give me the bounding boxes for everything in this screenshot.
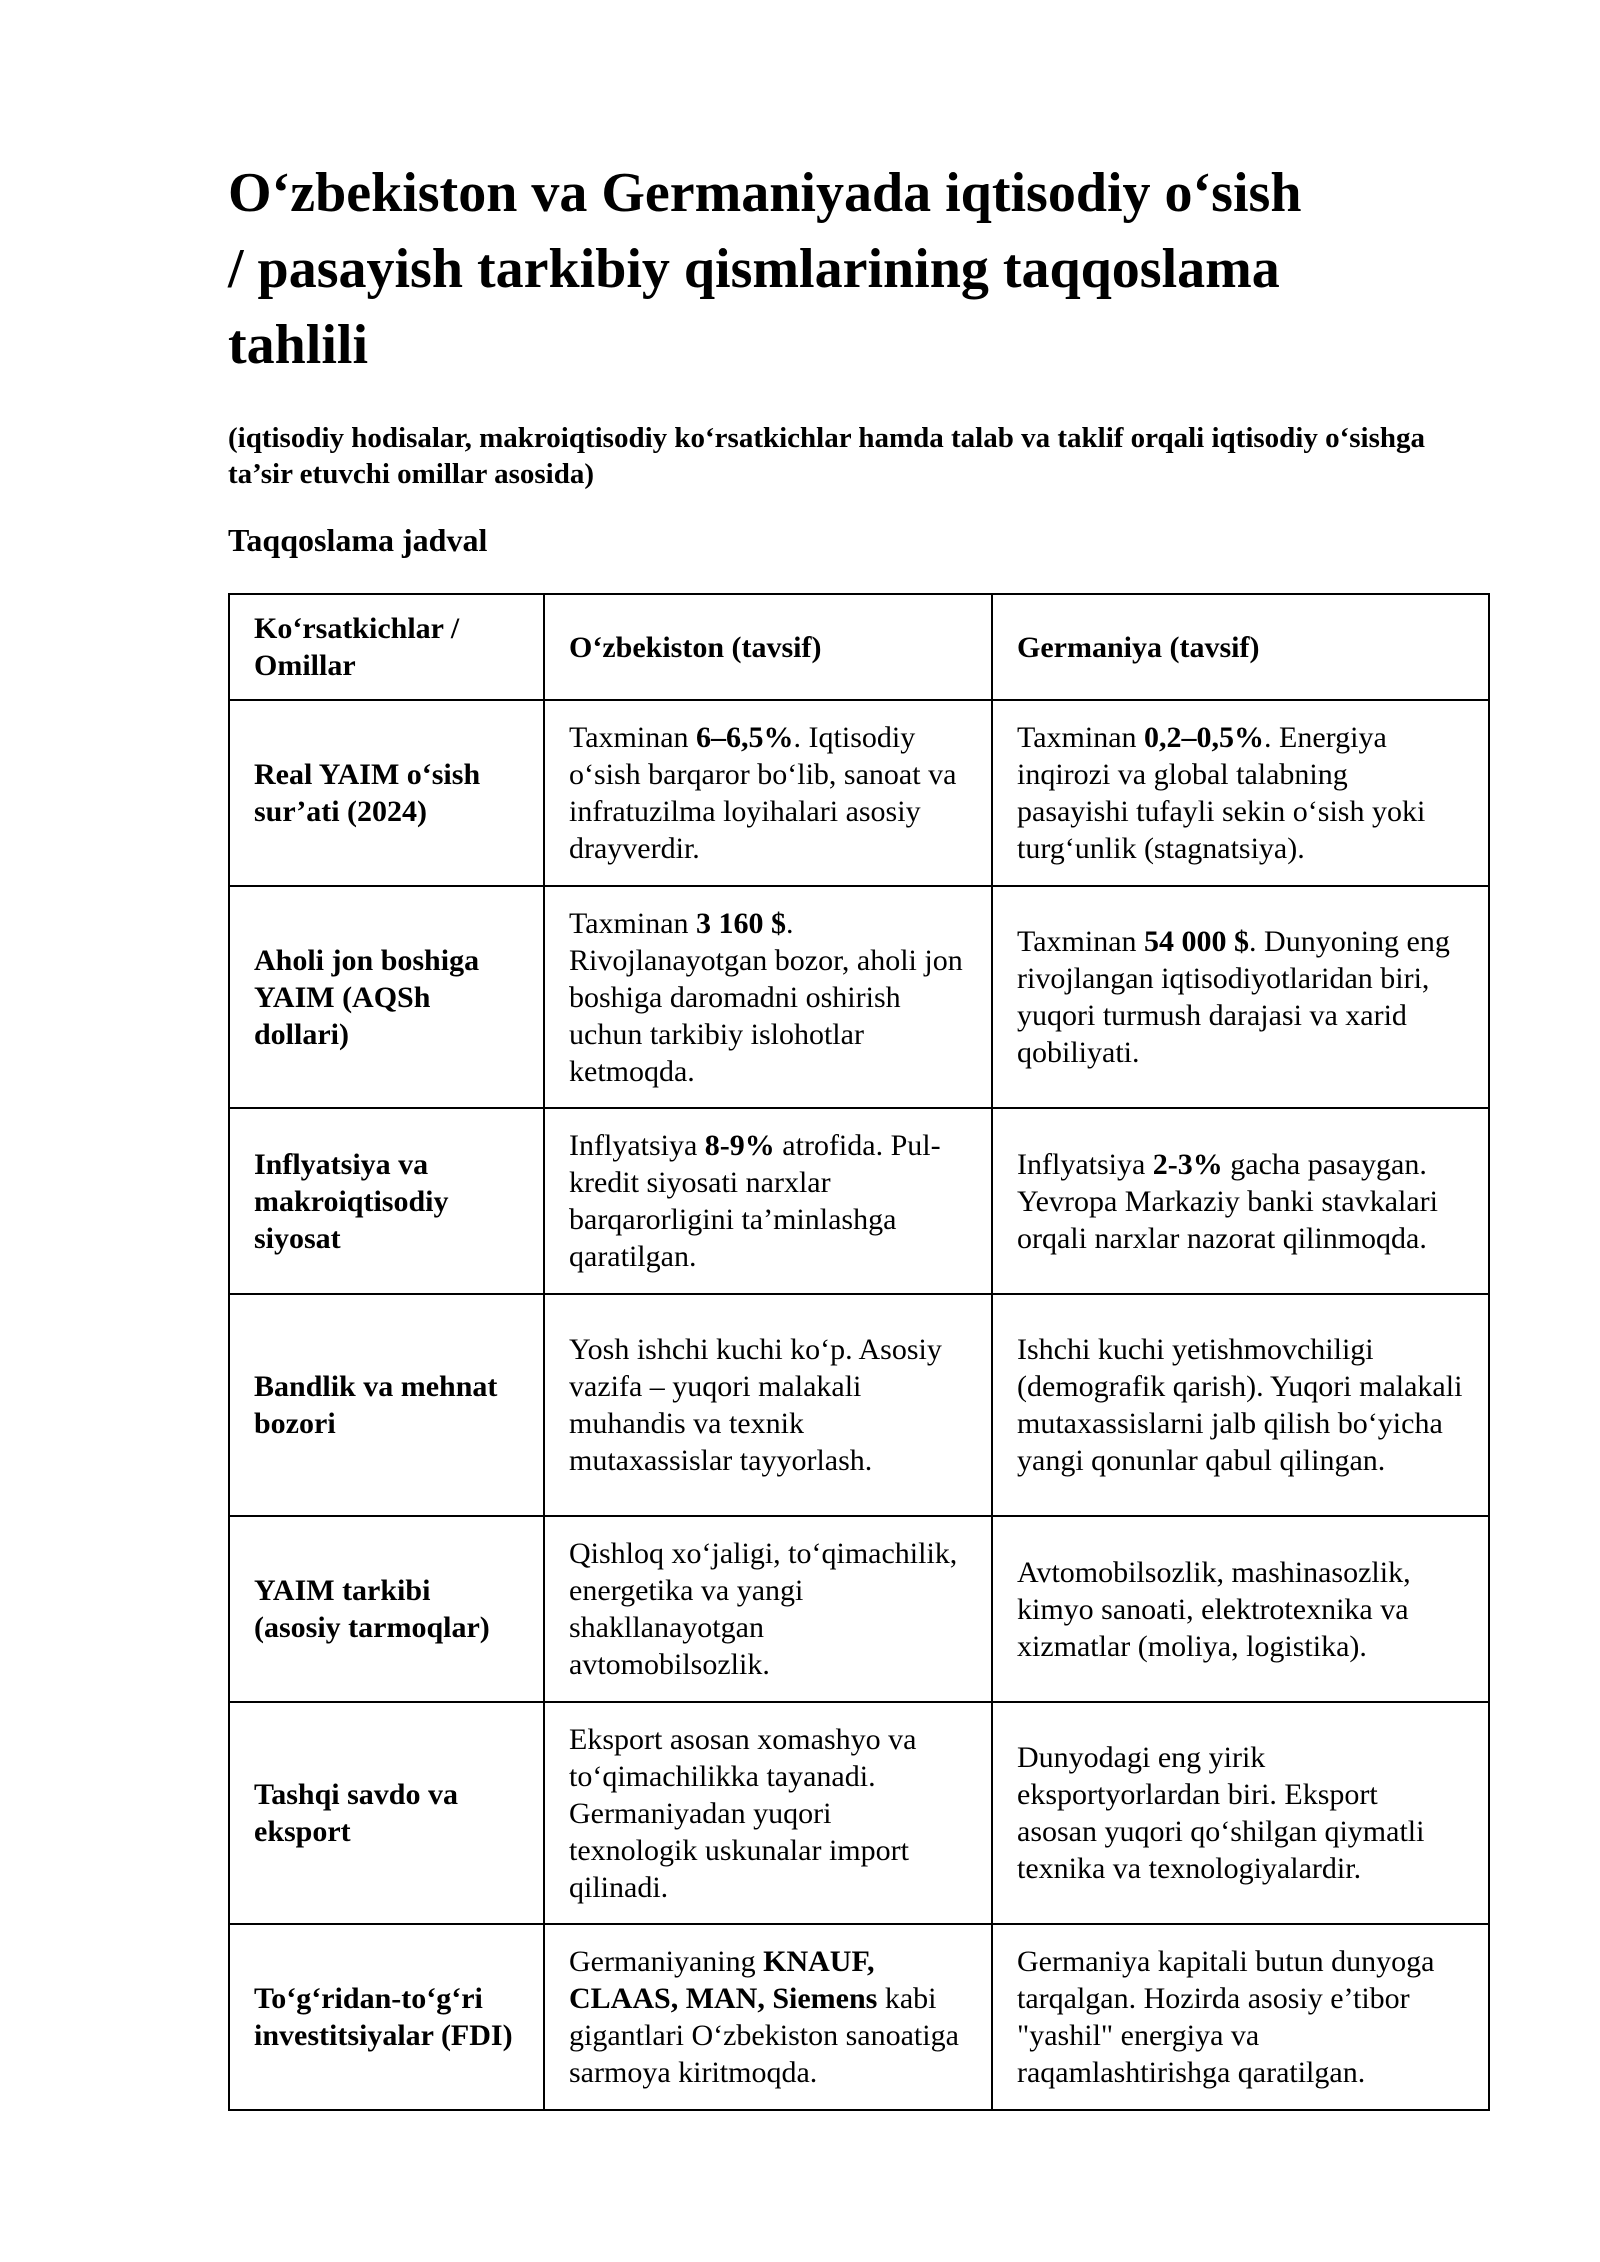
text-segment: Eksport asosan xomashyo va to‘qimachilikka tayanadi. Germaniyadan yuqori texnologik uskunalar import qilinadi.	[569, 1722, 917, 1904]
cell-uzbekistan	[544, 700, 992, 886]
row-label: Real YAIM o‘sish sur’ati (2024)	[229, 700, 544, 886]
bold-value: 54 000 $	[1144, 925, 1250, 958]
cell-germany	[992, 700, 1489, 886]
table-row	[229, 1294, 1489, 1516]
cell-uzbekistan	[544, 1516, 992, 1702]
row-label: Inflyatsiya va makroiqtisodiy siyosat	[229, 1108, 544, 1294]
cell-germany	[992, 1108, 1489, 1294]
text-segment: Qishloq xo‘jaligi, to‘qimachilik, energetika va yangi shakllanayotgan avtomobilsozlik.	[569, 1537, 958, 1681]
document-title: O‘zbekiston va Germaniyada iqtisodiy o‘sish / pasayish tarkibiy qismlarining taqqoslama tahlili	[228, 162, 1302, 376]
document-subtitle: (iqtisodiy hodisalar, makroiqtisodiy ko‘rsatkichlar hamda talab va taklif orqali iqtisodiy o‘sishga ta’sir etuvchi omillar asosida)	[228, 422, 1426, 490]
table-header-row	[229, 594, 1489, 700]
text-segment: Inflyatsiya	[569, 1129, 705, 1162]
text-segment: Germaniya kapitali butun dunyoga tarqalgan. Hozirda asosiy e’tibor "yashil" energiya va raqamlashtirishga qaratilgan.	[1017, 1945, 1435, 2089]
table-body	[229, 700, 1489, 2110]
text-segment: Dunyodagi eng yirik eksportyorlardan biri. Eksport asosan yuqori qo‘shilgan qiymatli texnika va texnologiyalardir.	[1017, 1741, 1425, 1885]
cell-uzbekistan	[544, 1924, 992, 2110]
text-segment: Taxminan	[569, 906, 697, 940]
cell-uzbekistan	[544, 1294, 992, 1516]
bold-value: 8-9%	[704, 1129, 775, 1162]
section-heading: Taqqoslama jadval	[228, 522, 488, 558]
bold-value: 3 160 $	[696, 906, 787, 940]
text-segment: Inflyatsiya	[1017, 1147, 1153, 1181]
document-page	[228, 155, 1488, 2111]
cell-uzbekistan	[544, 886, 992, 1108]
text-segment: . Rivojlanayotgan bozor, aholi jon boshiga daromadni oshirish uchun tarkibiy islohotlar ketmoqda.	[569, 906, 963, 1088]
cell-germany	[992, 1516, 1489, 1702]
cell-uzbekistan	[544, 1702, 992, 1924]
header-indicators: Ko‘rsatkichlar / Omillar	[229, 594, 544, 700]
comparison-table	[228, 593, 1490, 2111]
row-label: Tashqi savdo va eksport	[229, 1702, 544, 1924]
row-label: To‘g‘ridan-to‘g‘ri investitsiyalar (FDI)	[229, 1924, 544, 2110]
bold-value: 6–6,5%	[696, 721, 794, 754]
text-segment: Yosh ishchi kuchi ko‘p. Asosiy vazifa – yuqori malakali muhandis va texnik mutaxassislar tayyorlash.	[569, 1333, 942, 1477]
text-segment: . Dunyoning eng rivojlangan iqtisodiyotlaridan biri, yuqori turmush darajasi va xarid qobiliyati.	[1017, 925, 1450, 1069]
cell-germany	[992, 886, 1489, 1108]
table-row	[229, 700, 1489, 886]
table-row	[229, 886, 1489, 1108]
bold-value: 2-3%	[1152, 1147, 1223, 1181]
table-row	[229, 1516, 1489, 1702]
text-segment: gacha pasaygan. Yevropa Markaziy banki stavkalari orqali narxlar nazorat qilinmoqda.	[1017, 1147, 1438, 1255]
text-segment: . Iqtisodiy o‘sish barqaror bo‘lib, sanoat va infratuzilma loyihalari asosiy drayverdir.	[569, 721, 957, 865]
bold-value: 0,2–0,5%	[1144, 721, 1265, 754]
text-segment: Taxminan	[569, 721, 697, 754]
table-row	[229, 1924, 1489, 2110]
bold-value: KNAUF, CLAAS, MAN, Siemens	[569, 1945, 878, 2015]
header-germany: Germaniya (tavsif)	[992, 594, 1489, 700]
text-segment: . Energiya inqirozi va global talabning pasayishi tufayli sekin o‘sish yoki turg‘unlik (stagnatsiya).	[1017, 721, 1426, 865]
text-segment: kabi gigantlari O‘zbekiston sanoatiga sarmoya kiritmoqda.	[569, 1982, 959, 2089]
row-label: YAIM tarkibi (asosiy tarmoqlar)	[229, 1516, 544, 1702]
cell-germany	[992, 1702, 1489, 1924]
text-segment: atrofida. Pul-kredit siyosati narxlar barqarorligini ta’minlashga qaratilgan.	[569, 1129, 941, 1273]
table-row	[229, 1702, 1489, 1924]
row-label: Aholi jon boshiga YAIM (AQSh dollari)	[229, 886, 544, 1108]
cell-uzbekistan	[544, 1108, 992, 1294]
cell-germany	[992, 1294, 1489, 1516]
text-segment: Avtomobilsozlik, mashinasozlik, kimyo sanoati, elektrotexnika va xizmatlar (moliya, logistika).	[1017, 1555, 1411, 1663]
text-segment: Taxminan	[1017, 721, 1145, 754]
text-segment: Germaniyaning	[569, 1945, 764, 1978]
header-uzbekistan: O‘zbekiston (tavsif)	[544, 594, 992, 700]
text-segment: Taxminan	[1017, 925, 1145, 958]
text-segment: Ishchi kuchi yetishmovchiligi (demografik qarish). Yuqori malakali mutaxassislarni jalb qilish bo‘yicha yangi qonunlar qabul qilingan.	[1017, 1333, 1463, 1477]
row-label: Bandlik va mehnat bozori	[229, 1294, 544, 1516]
cell-germany	[992, 1924, 1489, 2110]
table-row	[229, 1108, 1489, 1294]
